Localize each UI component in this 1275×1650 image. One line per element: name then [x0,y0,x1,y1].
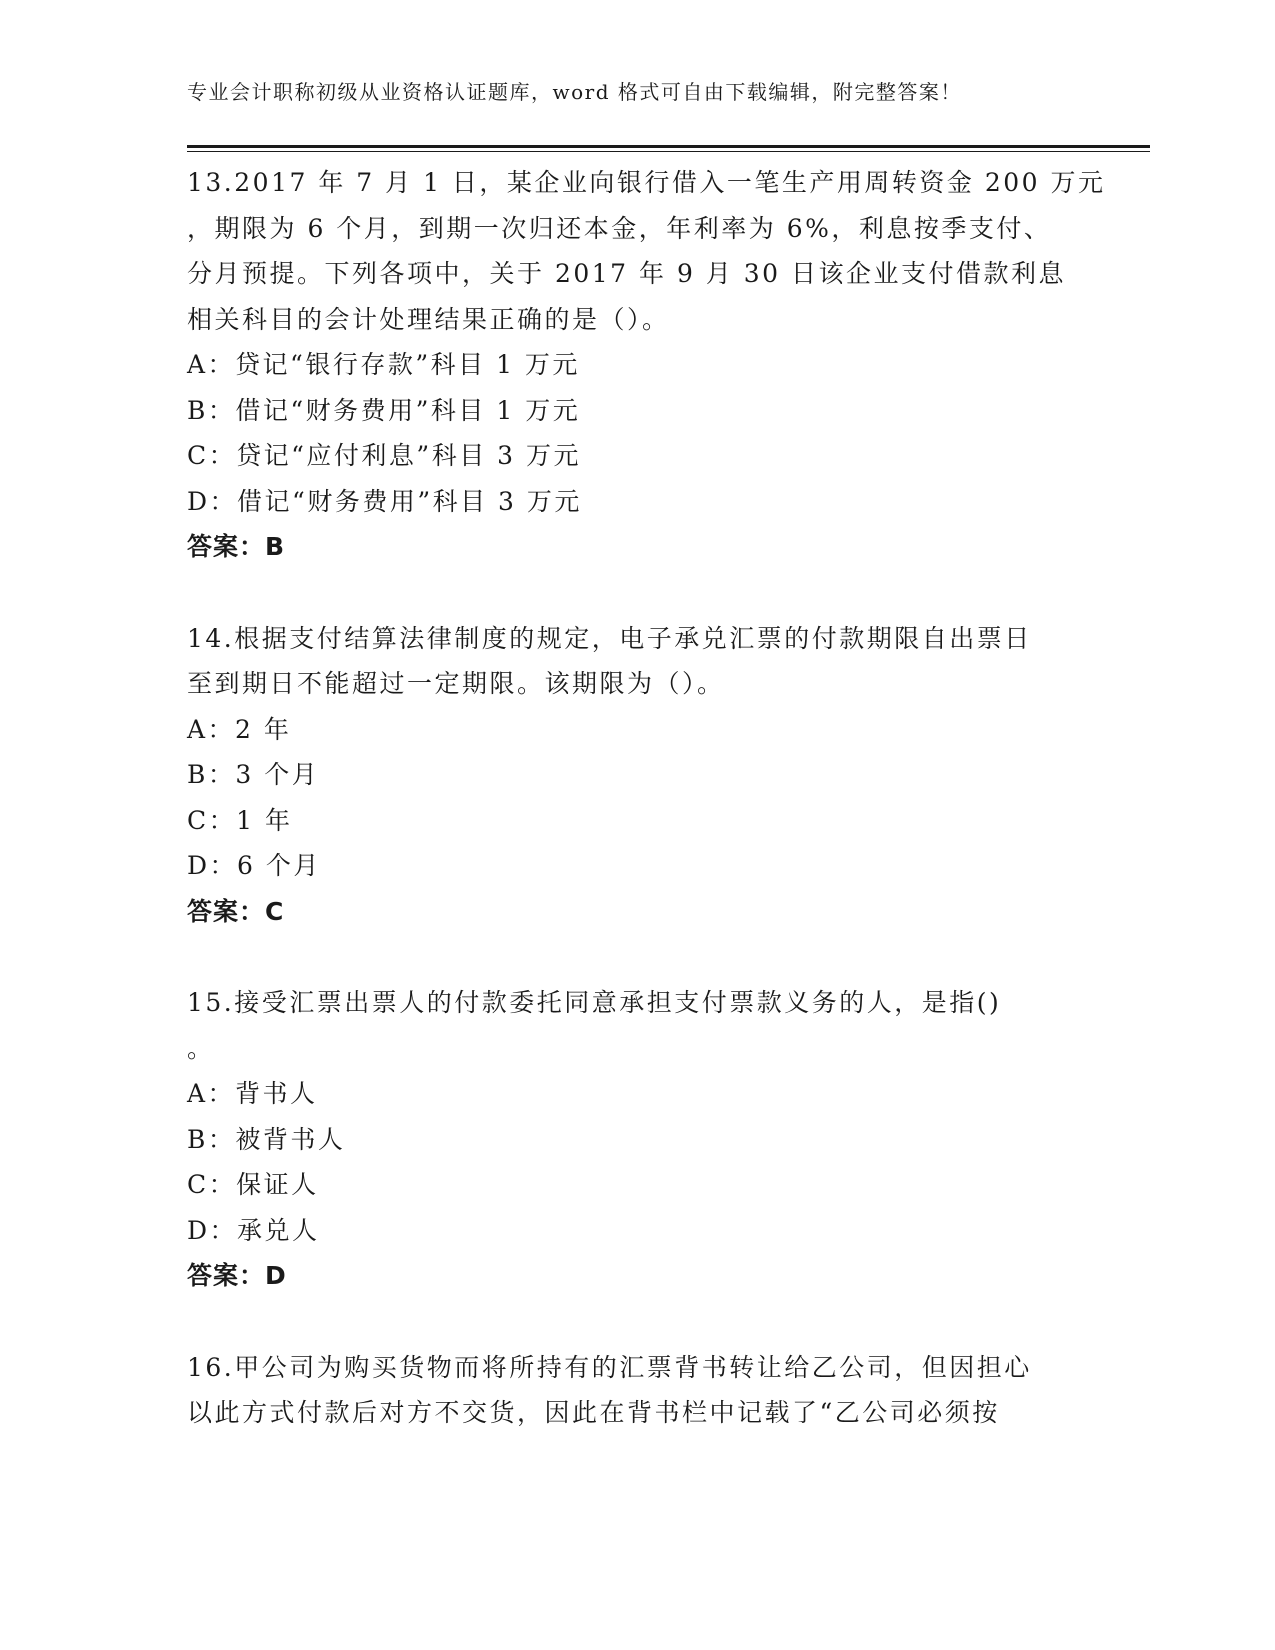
header-rule-thin [187,151,1150,152]
question-spacer [187,1299,1087,1345]
question-stem-line: 。 [187,1033,215,1063]
question-stem-line: 至到期日不能超过一定期限。该期限为（）。 [187,669,725,698]
option-d: D：承兑人 [187,1215,320,1245]
question-16 [187,1345,1087,1436]
question-14 [187,616,1087,935]
question-13 [187,160,1106,570]
option-c: C：1 年 [187,805,293,835]
option-b: B：被背书人 [187,1124,346,1154]
option-a: A：贷记“银行存款”科目 1 万元 [187,350,580,379]
option-a: A：2 年 [187,714,292,744]
question-spacer [187,934,1087,980]
header-rule-thick [187,145,1150,148]
question-stem-line: 14.根据支付结算法律制度的规定，电子承兑汇票的付款期限自出票日 [187,623,1032,653]
question-stem-line: 13.2017 年 7 月 1 日，某企业向银行借入一笔生产用周转资金 200 万元 [187,168,1106,197]
option-d: D：借记“财务费用”科目 3 万元 [187,486,582,516]
question-stem-line: ，期限为 6 个月，到期一次归还本金，年利率为 6%，利息按季支付、 [187,213,1052,243]
option-c: C：贷记“应付利息”科目 3 万元 [187,441,581,470]
question-stem-line: 15.接受汇票出票人的付款委托同意承担支付票款义务的人，是指() [187,988,1002,1017]
question-15 [187,980,1087,1299]
question-list [187,160,1106,1436]
answer-label: 答案：B [187,532,286,561]
question-stem-line: 16.甲公司为购买货物而将所持有的汇票背书转让给乙公司，但因担心 [187,1352,1032,1382]
option-b: B：3 个月 [187,760,320,789]
answer-label: 答案：C [187,896,285,926]
header-text: 专业会计职称初级从业资格认证题库，word 格式可自由下载编辑，附完整答案！ [187,80,962,104]
question-stem-line: 相关科目的会计处理结果正确的是（）。 [187,304,670,334]
question-spacer [187,570,1087,616]
option-b: B：借记“财务费用”科目 1 万元 [187,395,581,425]
option-c: C：保证人 [187,1170,319,1199]
option-a: A：背书人 [187,1079,318,1108]
option-d: D：6 个月 [187,851,321,880]
question-stem-line: 以此方式付款后对方不交货，因此在背书栏中记载了“乙公司必须按 [187,1398,1000,1427]
question-stem-line: 分月预提。下列各项中，关于 2017 年 9 月 30 日该企业支付借款利息 [187,259,1067,288]
answer-label: 答案：D [187,1261,287,1290]
